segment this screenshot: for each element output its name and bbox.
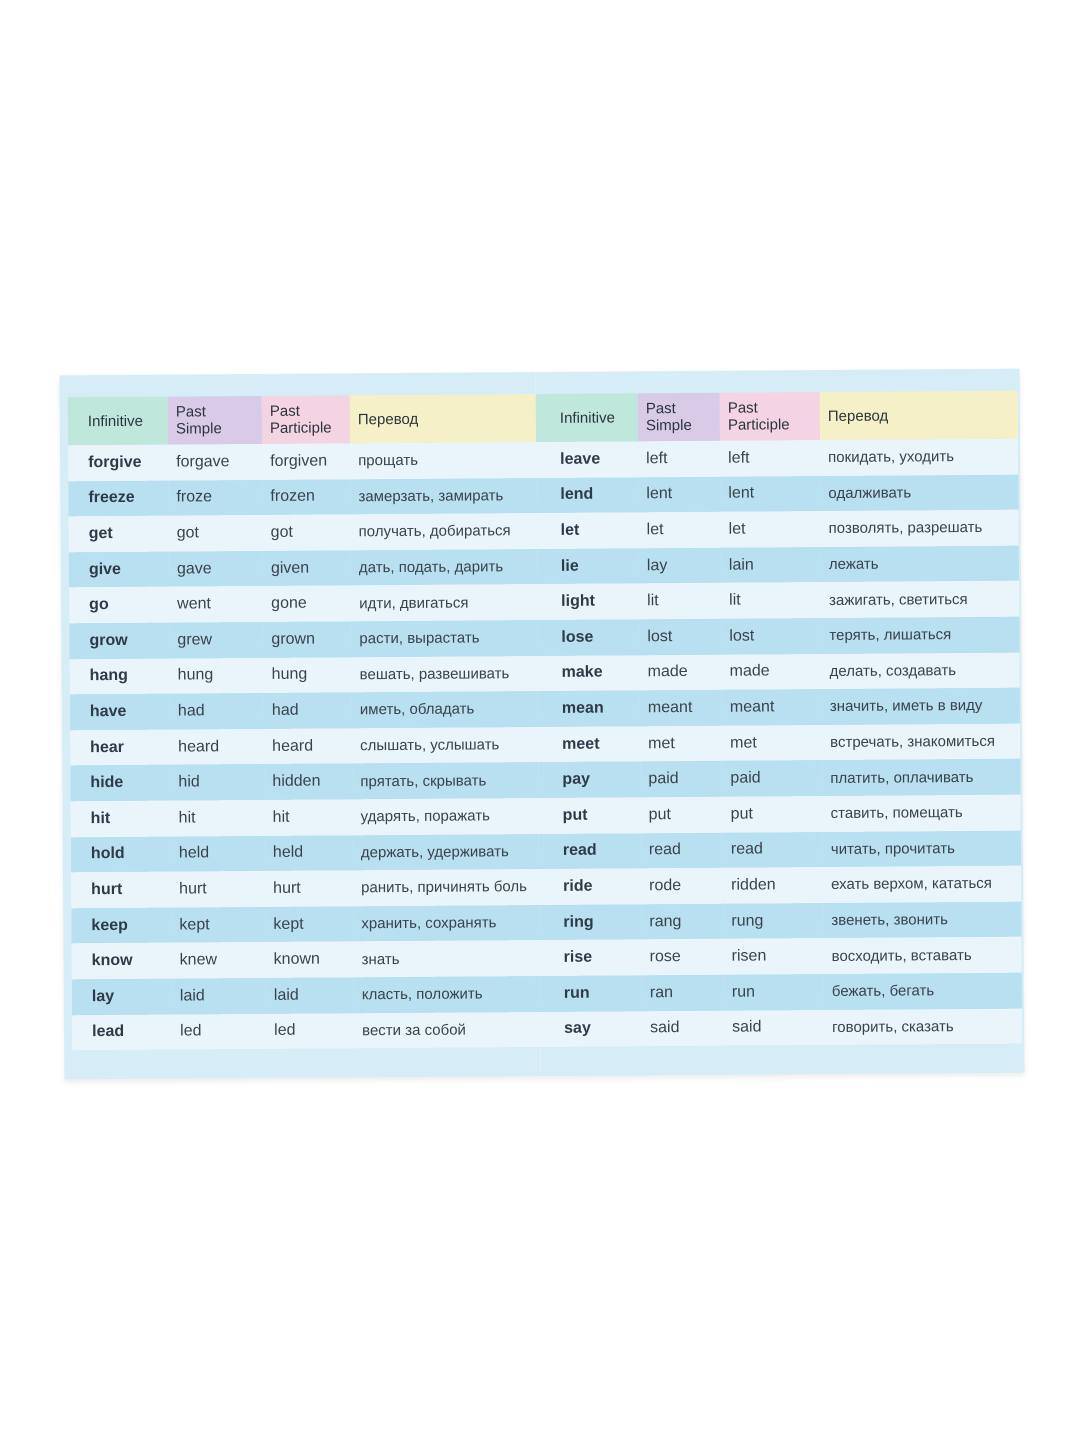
left-table-body	[68, 442, 540, 1050]
translation-cell: иметь, обладать	[352, 691, 538, 728]
infinitive-cell: grow	[69, 623, 169, 659]
translation-cell: знать	[354, 940, 540, 977]
infinitive-cell: hold	[71, 836, 171, 872]
past-simple-cell: hid	[170, 764, 264, 800]
infinitive-cell: get	[69, 516, 169, 552]
verb-row	[537, 581, 1019, 620]
verb-table-booklet	[60, 369, 1025, 1080]
past-simple-cell: met	[640, 725, 722, 761]
infinitive-cell: ring	[539, 904, 641, 940]
infinitive-cell: freeze	[68, 480, 168, 516]
past-simple-cell: lit	[639, 583, 721, 619]
translation-cell: говорить, сказать	[824, 1008, 1022, 1045]
verb-row	[539, 795, 1021, 834]
infinitive-cell: meet	[538, 726, 640, 762]
infinitive-cell: let	[537, 513, 639, 549]
past-participle-cell: put	[723, 796, 823, 832]
past-participle-cell: held	[265, 835, 353, 871]
infinitive-cell: know	[72, 943, 172, 979]
past-participle-cell: ridden	[723, 867, 823, 903]
verb-row	[68, 478, 536, 517]
past-simple-cell: got	[169, 515, 263, 551]
verb-row	[537, 617, 1019, 656]
right-page	[536, 391, 1023, 1054]
past-participle-cell: let	[721, 511, 821, 547]
verb-row	[72, 1012, 540, 1051]
translation-cell: прятать, скрывать	[352, 762, 538, 799]
past-simple-cell: heard	[170, 729, 264, 765]
translation-cell: читать, прочитать	[823, 830, 1021, 867]
translation-cell: получать, добираться	[351, 513, 537, 550]
past-participle-cell: heard	[264, 728, 352, 764]
past-participle-cell: run	[724, 974, 824, 1010]
translation-cell: ранить, причинять боль	[353, 869, 539, 906]
past-participle-cell: lain	[721, 547, 821, 583]
past-participle-cell: grown	[263, 621, 351, 657]
verb-row	[72, 940, 540, 979]
translation-cell: лежать	[821, 545, 1019, 582]
past-simple-cell: hung	[170, 658, 264, 694]
verb-row	[70, 727, 538, 766]
translation-cell: делать, создавать	[822, 652, 1020, 689]
translation-cell: позволять, разрешать	[821, 510, 1019, 547]
past-participle-cell: risen	[724, 938, 824, 974]
past-participle-cell: rung	[723, 903, 823, 939]
verb-row	[68, 442, 536, 481]
infinitive-cell: hear	[70, 729, 170, 765]
verb-row	[538, 652, 1020, 691]
verb-row	[69, 584, 537, 623]
past-participle-cell: lit	[721, 582, 821, 618]
right-table-body	[536, 439, 1022, 1047]
past-participle-cell: lent	[720, 476, 820, 512]
past-participle-cell: got	[263, 515, 351, 551]
past-simple-cell: rode	[641, 868, 723, 904]
past-participle-cell: hurt	[265, 870, 353, 906]
infinitive-cell: rise	[540, 940, 642, 976]
infinitive-cell: pay	[538, 762, 640, 798]
past-participle-cell: led	[266, 1013, 354, 1049]
past-simple-cell: knew	[172, 942, 266, 978]
verb-row	[539, 830, 1021, 869]
translation-cell: звенеть, звонить	[823, 901, 1021, 938]
past-participle-cell: gone	[263, 586, 351, 622]
past-participle-cell: lost	[721, 618, 821, 654]
verb-row	[72, 976, 540, 1015]
past-simple-cell: kept	[171, 907, 265, 943]
translation-cell: дать, подать, дарить	[351, 549, 537, 586]
verb-row	[538, 759, 1020, 798]
past-simple-cell: rose	[642, 939, 724, 975]
translation-cell: ехать верхом, кататься	[823, 866, 1021, 903]
header-translation: Перевод	[350, 394, 536, 443]
left-verb-table	[68, 394, 541, 1050]
infinitive-cell: hit	[71, 801, 171, 837]
past-simple-cell: made	[640, 654, 722, 690]
past-simple-cell: put	[641, 797, 723, 833]
past-participle-cell: frozen	[262, 479, 350, 515]
past-participle-cell: read	[723, 832, 823, 868]
verb-row	[536, 474, 1018, 513]
past-simple-cell: led	[172, 1013, 266, 1049]
translation-cell: держать, удерживать	[353, 834, 539, 871]
past-simple-cell: grew	[169, 622, 263, 658]
infinitive-cell: ride	[539, 868, 641, 904]
past-participle-cell: laid	[266, 977, 354, 1013]
infinitive-cell: lay	[72, 978, 172, 1014]
left-page	[68, 394, 541, 1057]
infinitive-cell: lie	[537, 548, 639, 584]
past-simple-cell: held	[171, 835, 265, 871]
translation-cell: хранить, сохранять	[353, 905, 539, 942]
translation-cell: платить, оплачивать	[822, 759, 1020, 796]
translation-cell: ударять, поражать	[353, 798, 539, 835]
right-verb-table	[536, 391, 1023, 1047]
past-simple-cell: gave	[169, 551, 263, 587]
verb-row	[70, 656, 538, 695]
translation-cell: расти, вырастать	[351, 620, 537, 657]
infinitive-cell: forgive	[68, 445, 168, 481]
past-simple-cell: paid	[640, 761, 722, 797]
past-participle-cell: said	[724, 1010, 824, 1046]
past-simple-cell: went	[169, 586, 263, 622]
verb-row	[537, 545, 1019, 584]
infinitive-cell: lose	[537, 619, 639, 655]
infinitive-cell: make	[538, 655, 640, 691]
past-simple-cell: left	[638, 441, 720, 477]
past-simple-cell: laid	[172, 978, 266, 1014]
header-past-simple: Past Simple	[638, 393, 720, 442]
header-infinitive: Infinitive	[68, 397, 168, 446]
infinitive-cell: light	[537, 584, 639, 620]
header-translation: Перевод	[820, 391, 1018, 440]
infinitive-cell: run	[540, 975, 642, 1011]
translation-cell: встречать, знакомиться	[822, 723, 1020, 760]
infinitive-cell: go	[69, 587, 169, 623]
translation-cell: значить, иметь в виду	[822, 688, 1020, 725]
past-participle-cell: kept	[265, 906, 353, 942]
verb-row	[71, 834, 539, 873]
past-simple-cell: hit	[171, 800, 265, 836]
past-simple-cell: said	[642, 1010, 724, 1046]
translation-cell: класть, положить	[354, 976, 540, 1013]
translation-cell: бежать, бегать	[824, 973, 1022, 1010]
verb-row	[540, 937, 1022, 976]
past-simple-cell: read	[641, 832, 723, 868]
past-simple-cell: ran	[642, 975, 724, 1011]
infinitive-cell: mean	[538, 690, 640, 726]
past-participle-cell: made	[722, 654, 822, 690]
verb-row	[540, 1008, 1022, 1047]
past-participle-cell: known	[266, 942, 354, 978]
verb-row	[537, 510, 1019, 549]
past-participle-cell: had	[264, 692, 352, 728]
past-simple-cell: forgave	[168, 444, 262, 480]
translation-cell: одалживать	[820, 474, 1018, 511]
infinitive-cell: read	[539, 833, 641, 869]
verb-row	[71, 798, 539, 837]
translation-cell: прощать	[350, 442, 536, 479]
infinitive-cell: keep	[71, 907, 171, 943]
translation-cell: зажигать, светиться	[821, 581, 1019, 618]
past-participle-cell: paid	[722, 760, 822, 796]
translation-cell: вешать, развешивать	[352, 656, 538, 693]
infinitive-cell: put	[539, 797, 641, 833]
infinitive-cell: hang	[70, 658, 170, 694]
past-participle-cell: given	[263, 550, 351, 586]
verb-row	[539, 901, 1021, 940]
header-past-participle: Past Participle	[720, 392, 820, 441]
past-simple-cell: lay	[639, 548, 721, 584]
verb-row	[69, 620, 537, 659]
verb-row	[71, 905, 539, 944]
verb-row	[71, 869, 539, 908]
verb-row	[69, 549, 537, 588]
verb-row	[70, 762, 538, 801]
infinitive-cell: lend	[536, 477, 638, 513]
translation-cell: ставить, помещать	[823, 795, 1021, 832]
translation-cell: терять, лишаться	[821, 617, 1019, 654]
translation-cell: покидать, уходить	[820, 439, 1018, 476]
past-simple-cell: hurt	[171, 871, 265, 907]
infinitive-cell: have	[70, 694, 170, 730]
translation-cell: слышать, услышать	[352, 727, 538, 764]
past-participle-cell: met	[722, 725, 822, 761]
translation-cell: идти, двигаться	[351, 584, 537, 621]
header-infinitive: Infinitive	[536, 393, 638, 442]
past-simple-cell: lent	[638, 476, 720, 512]
past-participle-cell: hidden	[264, 764, 352, 800]
verb-row	[540, 973, 1022, 1012]
infinitive-cell: hurt	[71, 872, 171, 908]
infinitive-cell: lead	[72, 1014, 172, 1050]
past-simple-cell: had	[170, 693, 264, 729]
translation-cell: вести за собой	[354, 1012, 540, 1049]
header-row	[68, 394, 536, 445]
header-row	[536, 391, 1018, 442]
past-simple-cell: meant	[640, 690, 722, 726]
past-participle-cell: meant	[722, 689, 822, 725]
infinitive-cell: leave	[536, 441, 638, 477]
translation-cell: восходить, вставать	[824, 937, 1022, 974]
past-simple-cell: lost	[639, 619, 721, 655]
past-participle-cell: hung	[264, 657, 352, 693]
infinitive-cell: say	[540, 1011, 642, 1047]
verb-row	[539, 866, 1021, 905]
infinitive-cell: give	[69, 551, 169, 587]
past-participle-cell: left	[720, 440, 820, 476]
verb-row	[538, 688, 1020, 727]
verb-row	[69, 513, 537, 552]
past-simple-cell: froze	[168, 480, 262, 516]
header-past-participle: Past Participle	[262, 395, 350, 444]
verb-row	[538, 723, 1020, 762]
infinitive-cell: hide	[70, 765, 170, 801]
verb-row	[536, 439, 1018, 478]
past-participle-cell: forgiven	[262, 443, 350, 479]
past-simple-cell: let	[639, 512, 721, 548]
past-participle-cell: hit	[265, 799, 353, 835]
header-past-simple: Past Simple	[168, 396, 262, 445]
past-simple-cell: rang	[641, 903, 723, 939]
verb-row	[70, 691, 538, 730]
translation-cell: замерзать, замирать	[350, 478, 536, 515]
